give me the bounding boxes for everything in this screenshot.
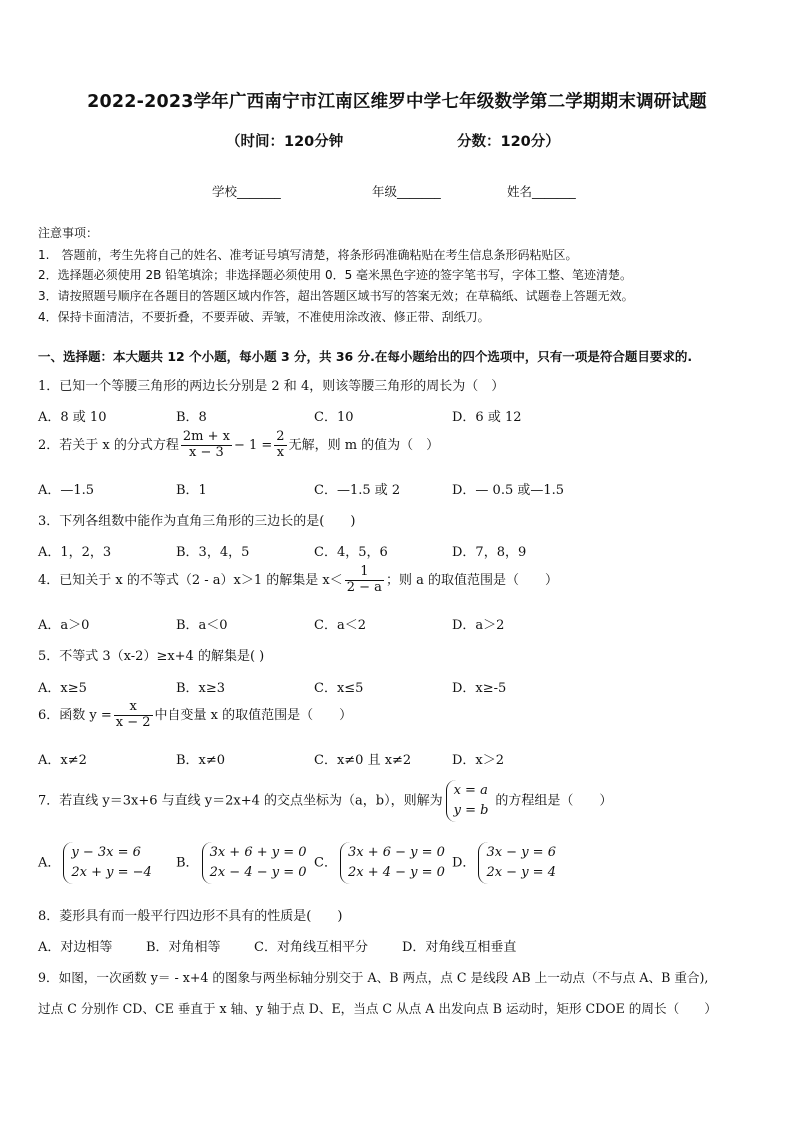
q2-fraction-1-num: 2m + x (182, 429, 230, 444)
q4-option-c: C．a＜2 (314, 618, 366, 633)
q5-option-c: C．x≤5 (314, 681, 364, 696)
exam-time: （时间：120分钟 (226, 134, 344, 150)
q7-b-line-1: 3x + 6 + y = 0 (209, 845, 307, 860)
q6-fraction-den: x − 2 (115, 714, 151, 730)
q7-d-line-1: 3x − y = 6 (486, 845, 556, 860)
q6-option-c: C．x≠0 且 x≠2 (314, 753, 412, 768)
question-6-stem (38, 700, 352, 731)
question-3-stem: 3．下列各组数中能作为直角三角形的三边长的是( ) (38, 514, 356, 529)
notice-item-2: 2．选择题必须使用 2B 铅笔填涂；非选择题必须使用 0．5 毫米黑色字迹的签字笔书写，字体工整、笔迹清楚。 (38, 268, 633, 282)
q7-option-c-label: C． (314, 855, 337, 871)
q6-fraction (114, 700, 153, 731)
q7-pre: 7．若直线 y＝3x+6 与直线 y＝2x+4 的交点坐标为（a，b），则解为 (38, 793, 443, 809)
q4-pre: 4．已知关于 x 的不等式（2 - a）x＞1 的解集是 x＜ (38, 572, 343, 588)
q7-solution-system (446, 780, 493, 822)
q2-option-d: D．— 0.5 或—1.5 (452, 483, 565, 498)
notice-heading: 注意事项： (38, 226, 99, 240)
q7-c-line-2: 2x + 4 − y = 0 (347, 865, 445, 881)
q6-option-d: D．x＞2 (452, 753, 505, 768)
question-8-stem: 8．菱形具有而一般平行四边形不具有的性质是( ) (38, 909, 343, 924)
name-field: 姓名_______ (507, 184, 576, 199)
q7-option-d (452, 842, 563, 884)
question-1-stem: 1．已知一个等腰三角形的两边长分别是 2 和 4，则该等腰三角形的周长为（ ） (38, 379, 505, 394)
q7-option-b-system (202, 842, 311, 884)
q4-fraction-num: 1 (360, 564, 369, 579)
q2-option-b: B．1 (176, 483, 207, 498)
q4-post: ；则 a 的取值范围是（ ） (385, 572, 558, 588)
q4-fraction-den: 2 − a (346, 579, 382, 595)
q6-option-b: B．x≠0 (176, 753, 226, 768)
q1-option-b: B．8 (176, 410, 207, 425)
q7-option-c (314, 842, 452, 884)
q2-post: 无解，则 m 的值为（ ） (288, 437, 440, 453)
q7-option-c-system (340, 842, 449, 884)
school-field: 学校_______ (212, 184, 281, 199)
q5-option-b: B．x≥3 (176, 681, 226, 696)
exam-score: 分数：120分） (457, 134, 560, 150)
q7-option-d-label: D． (452, 855, 476, 871)
q7-system-line-2: y = b (453, 803, 489, 819)
q1-option-c: C．10 (314, 410, 354, 425)
q7-system-line-1: x = a (453, 783, 488, 798)
q6-option-a: A．x≠2 (38, 753, 87, 768)
q5-option-a: A．x≥5 (38, 681, 87, 696)
q7-a-line-2: 2x + y = −4 (71, 865, 152, 881)
q4-option-b: B．a＜0 (176, 618, 228, 633)
section-heading: 一、选择题：本大题共 12 个小题，每小题 3 分，共 36 分.在每小题给出的四个选项中，只有一项是符合题目要求的. (38, 349, 693, 364)
q6-post: 中自变量 x 的取值范围是（ ） (154, 707, 353, 723)
question-9-line-2: 过点 C 分别作 CD、CE 垂直于 x 轴、y 轴于点 D、E，当点 C 从点 A 出发向点 B 运动时，矩形 CDOE 的周长（ ） (38, 1001, 717, 1016)
q2-fraction-2-num: 2 (276, 429, 285, 444)
q7-option-b (176, 842, 314, 884)
q6-pre: 6．函数 y = (38, 707, 112, 723)
q7-option-b-label: B． (176, 855, 199, 871)
question-9-line-1: 9．如图，一次函数 y＝ - x+4 的图象与两坐标轴分别交于 A、B 两点，点 C 是线段 AB 上一动点（不与点 A、B 重合), (38, 970, 709, 985)
q6-fraction-num: x (129, 699, 137, 714)
question-4-stem (38, 565, 558, 596)
q4-fraction (345, 565, 384, 596)
q2-fraction-2-den: x (274, 445, 286, 461)
q7-post: 的方程组是（ ） (495, 793, 613, 809)
q3-option-d: D．7，8，9 (452, 545, 527, 560)
q7-option-a (38, 842, 159, 884)
q7-c-line-1: 3x + 6 − y = 0 (347, 845, 445, 860)
q2-fraction-1-den: x − 3 (181, 445, 232, 461)
notice-item-3: 3．请按照题号顺序在各题目的答题区域内作答，超出答题区域书写的答案无效；在草稿纸、试题卷上答题无效。 (38, 289, 634, 303)
q1-option-d: D．6 或 12 (452, 410, 522, 425)
q7-option-d-system (478, 842, 560, 884)
q4-option-d: D．a＞2 (452, 618, 505, 633)
q7-a-line-1: y − 3x = 6 (71, 845, 141, 860)
q2-fraction-1 (181, 430, 232, 461)
q2-option-a: A．—1.5 (38, 483, 95, 498)
q7-option-a-label: A． (38, 855, 61, 871)
question-5-stem: 5．不等式 3（x-2）≥x+4 的解集是( ) (38, 649, 265, 664)
q7-d-line-2: 2x − y = 4 (486, 865, 556, 881)
grade-field: 年级_______ (372, 184, 441, 199)
q2-fraction-2 (274, 430, 286, 461)
notice-item-4: 4．保持卡面清洁，不要折叠，不要弄破、弄皱，不准使用涂改液、修正带、刮纸刀。 (38, 310, 490, 324)
question-7-stem (38, 780, 612, 822)
q8-option-b: B．对角相等 (146, 940, 221, 955)
q2-mid: − 1 = (233, 437, 273, 453)
q2-pre: 2．若关于 x 的分式方程 (38, 437, 179, 453)
q7-option-a-system (63, 842, 155, 884)
question-2-stem (38, 430, 439, 461)
q5-option-d: D．x≥-5 (452, 681, 507, 696)
q2-option-c: C．—1.5 或 2 (314, 483, 401, 498)
q3-option-a: A．1，2，3 (38, 545, 112, 560)
q3-option-c: C．4，5，6 (314, 545, 388, 560)
notice-item-1: 1. 答题前，考生先将自己的姓名、准考证号填写清楚，将条形码准确粘贴在考生信息条形码粘贴区。 (38, 248, 578, 262)
q8-option-a: A．对边相等 (38, 940, 113, 955)
q8-option-d: D．对角线互相垂直 (402, 940, 517, 955)
q4-option-a: A．a＞0 (38, 618, 90, 633)
q1-option-a: A．8 或 10 (38, 410, 107, 425)
q3-option-b: B．3，4，5 (176, 545, 250, 560)
q8-option-c: C．对角线互相平分 (254, 940, 368, 955)
page-title: 2022-2023学年广西南宁市江南区维罗中学七年级数学第二学期期末调研试题 (87, 92, 707, 112)
q7-b-line-2: 2x − 4 − y = 0 (209, 865, 307, 881)
